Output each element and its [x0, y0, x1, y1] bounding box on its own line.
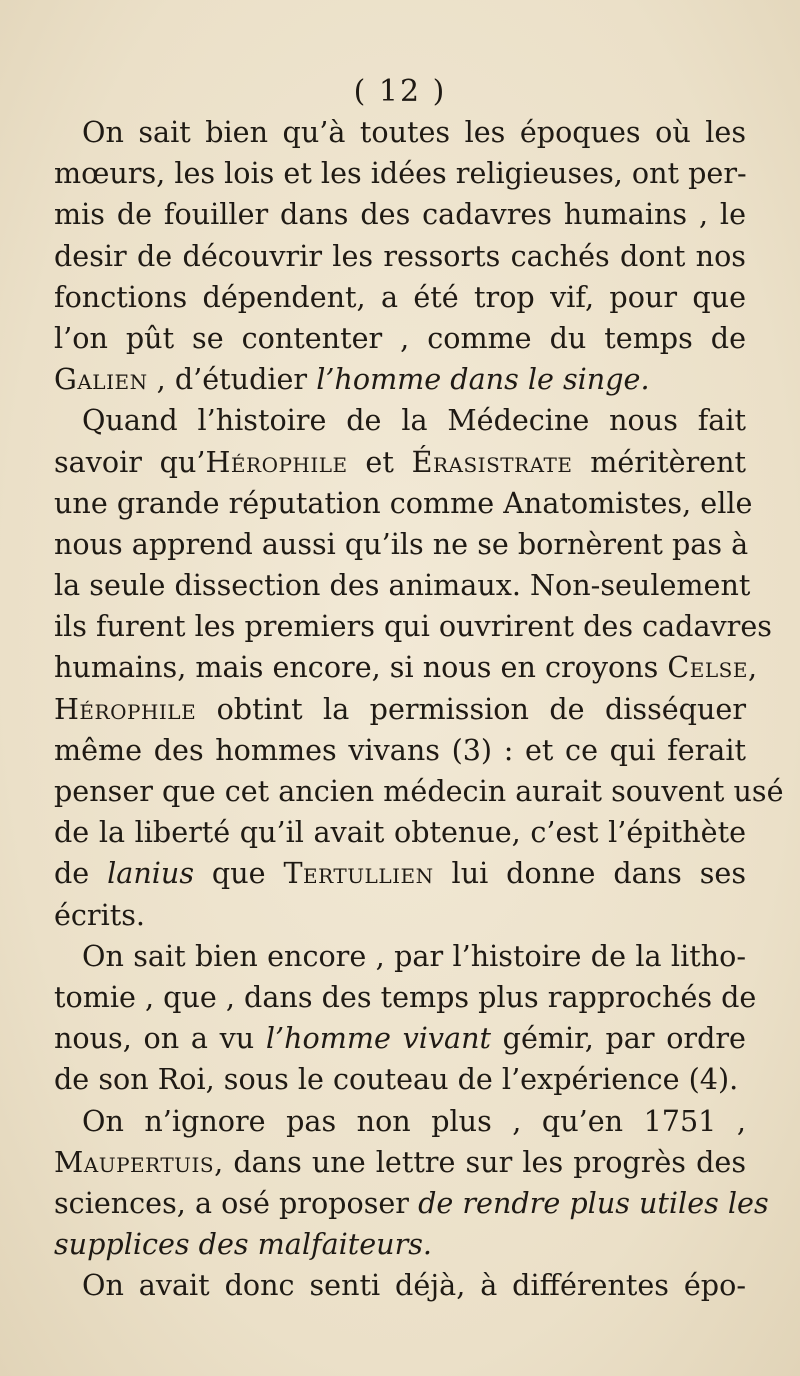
italic-run: lanius: [107, 856, 194, 891]
text-line: nous apprend aussi qu’ils ne se bornèrent pas à: [54, 526, 749, 561]
text-line: tomie , que , dans des temps plus rapprochés de: [54, 979, 757, 1014]
text-line: penser que cet ancien médecin aurait souvent usé: [54, 774, 784, 808]
text-line: de la liberté qu’il avait obtenue, c’est l’épithète: [54, 815, 746, 850]
text-line: [54, 1142, 746, 1183]
text-line: On avait donc senti déjà, à différentes épo-: [82, 1268, 746, 1303]
text-run: obtint la permission de disséquer: [196, 691, 746, 726]
text-run: de: [54, 856, 108, 891]
text-run: que: [194, 856, 284, 891]
page-body: [54, 112, 784, 1306]
text-line: [54, 689, 746, 730]
name-erasistrate: Érasistrate: [411, 444, 573, 479]
page-number: ( 12 ): [353, 74, 447, 109]
text-line: l’on pût se contenter , comme du temps de: [54, 320, 746, 355]
text-line: fonctions dépendent, a été trop vif, pour que: [54, 279, 746, 314]
text-run: lui donne dans ses: [433, 856, 746, 891]
text-line: la seule dissection des animaux. Non-seulement: [54, 568, 751, 603]
name-maupertuis: Maupertuis: [54, 1144, 215, 1179]
text-line: même des hommes vivans (3) : et ce qui ferait: [54, 732, 746, 767]
text-line: Quand l’histoire de la Médecine nous fait: [82, 403, 746, 438]
text-line: une grande réputation comme Anatomistes, elle: [54, 485, 753, 520]
name-galien: Galien: [54, 362, 148, 397]
text-line: de son Roi, sous le couteau de l’expérience (4).: [54, 1062, 739, 1097]
name-celse: Celse: [667, 650, 748, 685]
text-line: écrits.: [54, 897, 146, 932]
text-line: supplices des malfaiteurs.: [54, 1227, 433, 1262]
text-line: [54, 1183, 769, 1224]
text-run: nous, on a vu: [54, 1021, 266, 1056]
italic-run: de rendre plus utiles les: [418, 1185, 769, 1220]
text-line: [54, 647, 758, 688]
text-line: desir de découvrir les ressorts cachés dont nos: [54, 238, 746, 273]
name-herophile: Hérophile: [205, 444, 348, 479]
text-run: sciences, a osé proposer: [54, 1185, 419, 1220]
text-line: mœurs, les lois et les idées religieuses, ont per-: [54, 156, 747, 191]
text-line: [54, 442, 746, 483]
text-run: méritèrent: [572, 444, 746, 479]
italic-run: l’homme vivant: [265, 1021, 491, 1056]
text-line: On n’ignore pas non plus , qu’en 1751 ,: [82, 1103, 746, 1138]
text-run: , dans une lettre sur les progrès des: [214, 1144, 746, 1179]
text-line: mis de fouiller dans des cadavres humains , le: [54, 197, 746, 232]
text-run: et: [347, 444, 412, 479]
italic-run: l’homme dans le singe.: [316, 362, 650, 397]
text-run: ,: [747, 650, 758, 685]
text-line: ils furent les premiers qui ouvrirent des cadavres: [54, 609, 772, 644]
text-run: gémir, par ordre: [490, 1021, 746, 1056]
name-herophile: Hérophile: [54, 691, 197, 726]
text-run: , d’étudier: [147, 362, 317, 397]
name-tertullien: Tertullien: [283, 856, 434, 891]
text-line: On sait bien qu’à toutes les époques où les: [82, 115, 746, 149]
text-run: savoir qu’: [54, 444, 206, 479]
text-run: humains, mais encore, si nous en croyons: [54, 650, 668, 685]
text-line: [54, 853, 746, 894]
text-line: On sait bien encore , par l’histoire de la litho-: [82, 938, 746, 973]
text-line: [54, 359, 746, 400]
text-line: [54, 1018, 746, 1059]
